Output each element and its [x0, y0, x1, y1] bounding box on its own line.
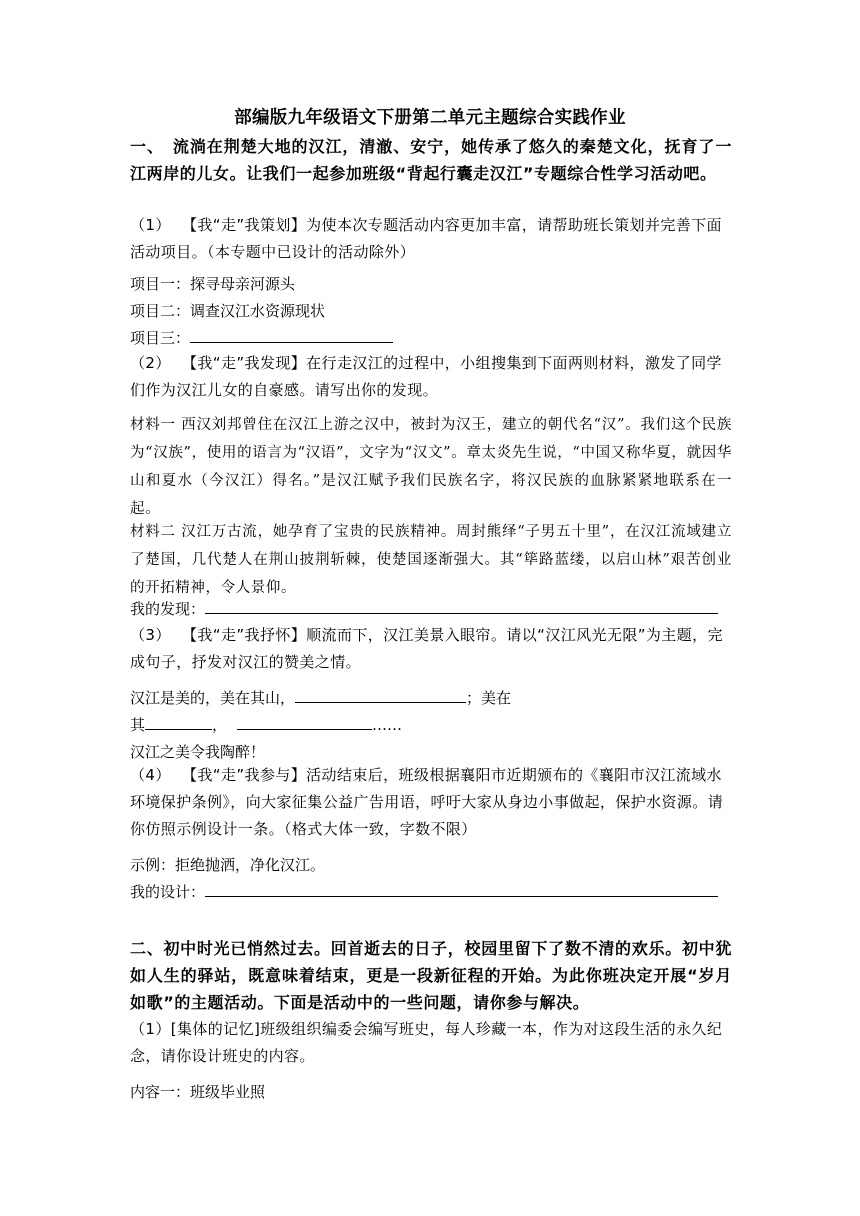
- discovery-label: 我的发现：: [130, 600, 206, 618]
- question4-number: （4）: [130, 766, 171, 784]
- section1-question2: [130, 350, 732, 404]
- project2-line: 项目二：调查汉江水资源现状: [130, 302, 326, 320]
- question3-number: （3）: [130, 626, 171, 644]
- material2-paragraph: 材料二 汉江万古流，她孕育了宝贵的民族精神。周封熊绎“子男五十里”，在汉江流域建立了楚国，几代楚人在荆山披荆斩棘，使楚国逐渐强大。其“筚路蓝缕，以启山林”艰苦创业的开拓精神，令人景仰。: [130, 524, 732, 596]
- sentence-blank3[interactable]: [237, 713, 372, 730]
- sentence-part2: ；美在: [466, 689, 512, 707]
- sentence-line2: [130, 713, 402, 737]
- question1-text: 【我“走”我策划】为使本次专题活动内容更加丰富，请帮助班长策划并完善下面活动项目。（本专题中已设计的活动除外）: [130, 216, 722, 261]
- question1-number: （1）: [130, 216, 171, 234]
- content1-line: 内容一：班级毕业照: [130, 1083, 266, 1101]
- section2-question1-number: （1）: [130, 1020, 171, 1038]
- project1-line: 项目一：探寻母亲河源头: [130, 275, 296, 293]
- section1-intro: 一、 流淌在荆楚大地的汉江，清澈、安宁，她传承了悠久的秦楚文化，抚育了一江两岸的儿女。让我们一起参加班级“背起行囊走汉江”专题综合性学习活动吧。: [130, 137, 732, 183]
- project3-label: 项目三：: [130, 329, 191, 347]
- sentence-line3: 汉江之美令我陶醉！: [130, 743, 266, 761]
- question2-number: （2）: [130, 354, 171, 372]
- question4-text: 【我“走”我参与】活动结束后，班级根据襄阳市近期颁布的《襄阳市汉江流域水环境保护条例》，向大家征集公益广告用语，呼吁大家从身边小事做起，保护水资源。请你仿照示例设计一条。（格式大体一致，字数不限）: [130, 766, 724, 838]
- design-label: 我的设计：: [130, 883, 206, 901]
- section1-question1: [130, 212, 732, 266]
- discovery-line: [130, 597, 718, 621]
- sentence-blank1[interactable]: [295, 686, 466, 703]
- document-title: 部编版九年级语文下册第二单元主题综合实践作业: [234, 108, 626, 128]
- sentence-blank2[interactable]: [145, 713, 212, 730]
- section2-intro: 二、初中时光已悄然过去。回首逝去的日子，校园里留下了数不清的欢乐。初中犹如人生的驿站，既意味着结束，更是一段新征程的开始。为此你班决定开展“岁月如歌”的主题活动。下面是活动中的一些问题，请你参与解决。: [130, 939, 732, 1012]
- project3-line: [130, 326, 393, 350]
- question2-text: 【我“走”我发现】在行走汉江的过程中，小组搜集到下面两则材料，激发了同学们作为汉江儿女的自豪感。请写出你的发现。: [130, 354, 722, 399]
- discovery-blank[interactable]: [205, 597, 718, 614]
- section2-question1-text: [集体的记忆]班级组织编委会编写班史，每人珍藏一本，作为对这段生活的永久纪念，请你设计班史的内容。: [130, 1020, 723, 1065]
- section2-question1: [130, 1016, 732, 1070]
- sentence-part4: ，: [212, 716, 228, 734]
- section1-question4: [130, 762, 732, 843]
- design-line: [130, 880, 718, 904]
- sentence-line1: [130, 686, 511, 710]
- project3-blank[interactable]: [190, 326, 393, 343]
- material1-paragraph: 材料一 西汉刘邦曾住在汉江上游之汉中，被封为汉王，建立的朝代名“汉”。我们这个民族为“汉族”，使用的语言为“汉语”，文字为“汉文”。章太炎先生说，“中国又称华夏，就因华山和夏水（今汉江）得名。”是汉江赋予我们民族名字，将汉民族的血脉紧紧地联系在一起。: [130, 417, 732, 517]
- section1-question3: [130, 622, 732, 676]
- question3-text: 【我“走”我抒怀】顺流而下，汉江美景入眼帘。请以“汉江风光无限”为主题，完成句子，抒发对汉江的赞美之情。: [130, 626, 723, 671]
- sentence-part5: ……: [372, 716, 403, 734]
- sentence-part3: 其: [130, 716, 146, 734]
- example-line: 示例：拒绝抛洒，净化汉江。: [130, 856, 326, 874]
- sentence-part1: 汉江是美的，美在其山，: [130, 689, 296, 707]
- design-blank[interactable]: [205, 880, 718, 897]
